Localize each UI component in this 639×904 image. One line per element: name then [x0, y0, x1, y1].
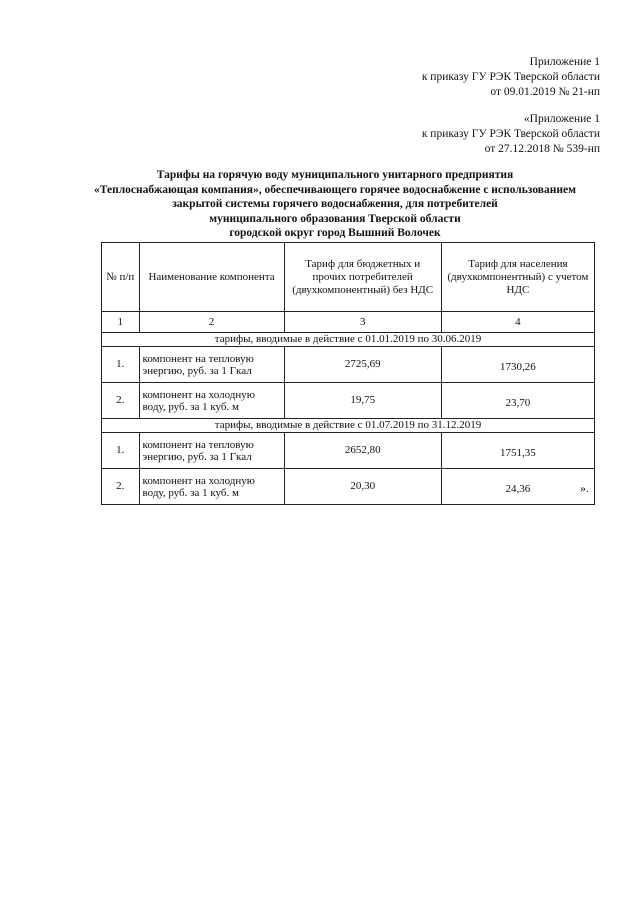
component-name: компонент на холодную воду, руб. за 1 куб. м [139, 383, 284, 419]
component-name: компонент на холодную воду, руб. за 1 куб. м [139, 469, 284, 505]
title-line: закрытой системы горячего водоснабжения, для потребителей [172, 198, 498, 210]
annex-order-issuer: к приказу ГУ РЭК Тверской области [421, 128, 600, 140]
period-row [102, 333, 595, 347]
population-tariff-value: 1751,35 [441, 433, 594, 469]
table-header-row [102, 243, 595, 312]
budget-tariff-value: 20,30 [284, 469, 441, 505]
header-budget-tariff: Тариф для бюджетных и прочих потребителей (двухкомпонентный) без НДС [284, 243, 441, 312]
row-number: 2. [102, 469, 140, 505]
column-number: 3 [284, 312, 441, 333]
closing-quote-mark: ». [580, 481, 589, 495]
annex-reference-top [422, 55, 600, 100]
period-label: тарифы, вводимые в действие с 01.01.2019 по 30.06.2019 [102, 333, 595, 347]
header-population-tariff: Тариф для населения (двухкомпонентный) с учетом НДС [441, 243, 594, 312]
document-title [60, 168, 610, 241]
column-number: 2 [139, 312, 284, 333]
period-row [102, 419, 595, 433]
column-number: 1 [102, 312, 140, 333]
budget-tariff-value: 2652,80 [284, 433, 441, 469]
tariff-table [101, 242, 595, 505]
title-line: городской округ город Вышний Волочек [229, 227, 441, 239]
component-name: компонент на тепловую энергию, руб. за 1 Гкал [139, 347, 284, 383]
annex-label: «Приложение 1 [523, 113, 600, 125]
title-line: муниципального образования Тверской области [209, 212, 461, 225]
annex-reference-quoted [422, 112, 600, 157]
table-row [102, 347, 595, 383]
component-name: компонент на тепловую энергию, руб. за 1 Гкал [139, 433, 284, 469]
annex-order-issuer: к приказу ГУ РЭК Тверской области [421, 71, 600, 83]
title-line: Тарифы на горячую воду муниципального унитарного предприятия [156, 169, 514, 181]
annex-label: Приложение 1 [529, 56, 600, 68]
column-number-row [102, 312, 595, 333]
row-number: 1. [102, 347, 140, 383]
annex-order-date-number: от 09.01.2019 № 21-нп [490, 86, 600, 98]
column-number: 4 [441, 312, 594, 333]
header-number: № п/п [102, 243, 140, 312]
row-number: 1. [102, 433, 140, 469]
population-tariff-value: 24,36 [441, 469, 594, 505]
budget-tariff-value: 2725,69 [284, 347, 441, 383]
budget-tariff-value: 19,75 [284, 383, 441, 419]
period-label: тарифы, вводимые в действие с 01.07.2019 по 31.12.2019 [102, 419, 595, 433]
row-number: 2. [102, 383, 140, 419]
population-tariff-value: 1730,26 [441, 347, 594, 383]
title-line: «Теплоснабжающая компания», обеспечивающего горячее водоснабжение с использованием [94, 183, 576, 196]
table-row [102, 469, 595, 505]
table-row [102, 383, 595, 419]
table-row [102, 433, 595, 469]
population-tariff-value: 23,70 [441, 383, 594, 419]
annex-order-date-number: от 27.12.2018 № 539-нп [484, 143, 600, 155]
header-component-name: Наименование компонента [139, 243, 284, 312]
